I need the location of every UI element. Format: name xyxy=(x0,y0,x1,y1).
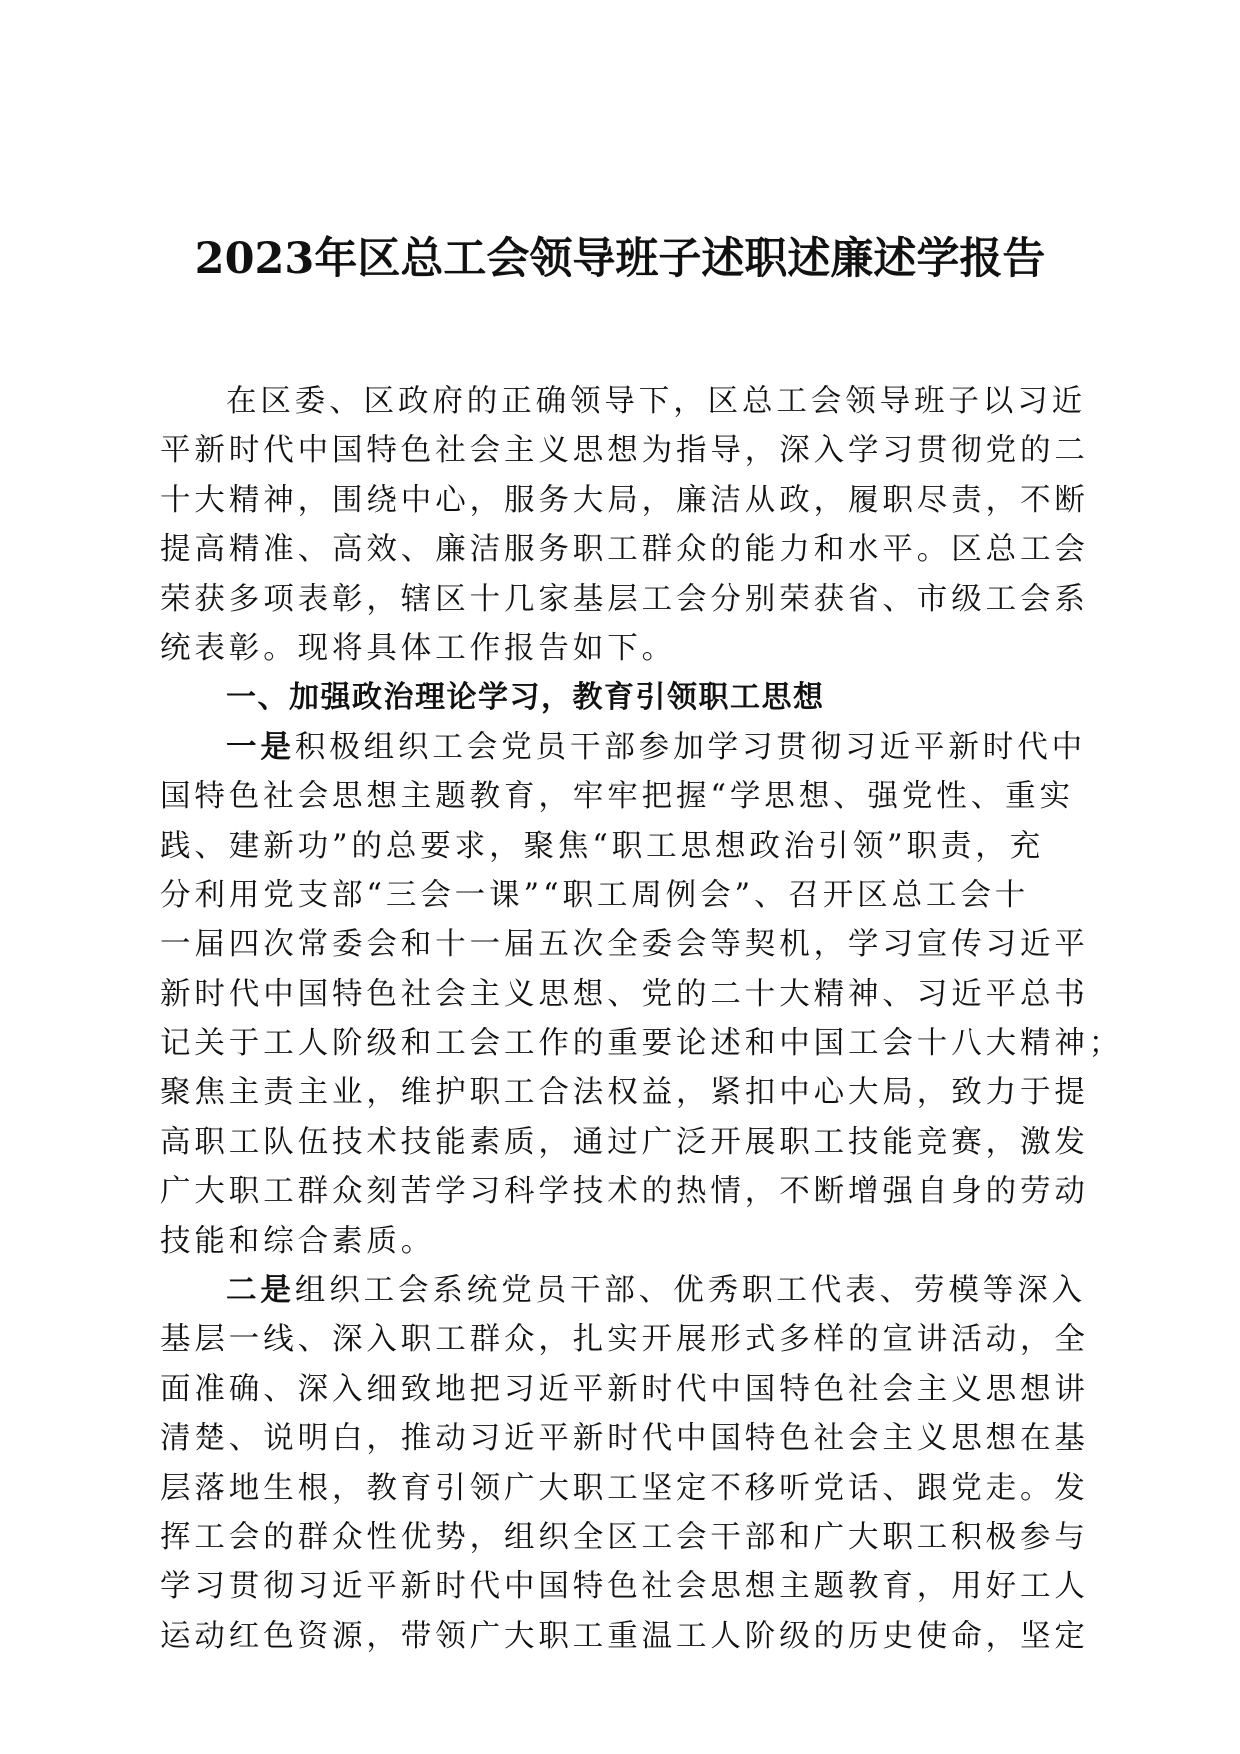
intro-line: 提高精准、高效、廉洁服务职工群众的能力和水平。区总工会 xyxy=(160,532,1089,568)
intro-line: 荣获多项表彰，辖区十几家基层工会分别荣获省、市级工会系 xyxy=(160,581,1089,617)
paragraph-line: 面准确、深入细致地把习近平新时代中国特色社会主义思想讲 xyxy=(160,1371,1089,1407)
intro-line: 在区委、区政府的正确领导下，区总工会领导班子以习近 xyxy=(226,384,1086,419)
paragraph-line-text: 组织工会系统党员干部、优秀职工代表、劳模等深入 xyxy=(294,1273,1087,1309)
paragraph-line: 技能和综合素质。 xyxy=(160,1223,436,1259)
paragraph-line: 清楚、说明白，推动习近平新时代中国特色社会主义思想在基 xyxy=(160,1421,1089,1457)
paragraph-lead: 二是 xyxy=(226,1273,295,1309)
document-title: 2023年区总工会领导班子述职述廉述学报告 xyxy=(194,234,1046,284)
paragraph-line: 学习贯彻习近平新时代中国特色社会思想主题教育，用好工人 xyxy=(160,1569,1089,1605)
paragraph-line-text: 积极组织工会党员干部参加学习贯彻习近平新时代中 xyxy=(294,729,1087,765)
section-heading: 一、加强政治理论学习，教育引领职工思想 xyxy=(226,680,825,716)
paragraph-line: 新时代中国特色社会主义思想、党的二十大精神、习近平总书 xyxy=(160,976,1089,1012)
paragraph-line: 聚焦主责主业，维护职工合法权益，紧扣中心大局，致力于提 xyxy=(160,1075,1089,1111)
paragraph-line: 国特色社会思想主题教育，牢牢把握“学思想、强党性、重实 xyxy=(160,779,1074,815)
intro-line: 平新时代中国特色社会主义思想为指导，深入学习贯彻党的二 xyxy=(160,433,1089,469)
document-body xyxy=(160,377,1124,1661)
paragraph-line: 一届四次常委会和十一届五次全委会等契机，学习宣传习近平 xyxy=(160,927,1089,963)
paragraph-line: 基层一线、深入职工群众，扎实开展形式多样的宣讲活动，全 xyxy=(160,1322,1089,1358)
paragraph-line: 记关于工人阶级和工会工作的重要论述和中国工会十八大精神； xyxy=(160,1026,1124,1062)
paragraph-first-line xyxy=(160,1266,1087,1315)
paragraph-line: 挥工会的群众性优势，组织全区工会干部和广大职工积极参与 xyxy=(160,1519,1089,1555)
paragraph-line: 分利用党支部“三会一课”“职工周例会”、召开区总工会十 xyxy=(160,877,1030,913)
paragraph-line: 层落地生根，教育引领广大职工坚定不移听党话、跟党走。发 xyxy=(160,1470,1089,1506)
paragraph-lead: 一是 xyxy=(226,729,295,765)
paragraph-line: 践、建新功”的总要求，聚焦“职工思想政治引领”职责，充 xyxy=(160,828,1045,864)
paragraph-line: 高职工队伍技术技能素质，通过广泛开展职工技能竞赛，激发 xyxy=(160,1124,1089,1160)
paragraph-line: 运动红色资源，带领广大职工重温工人阶级的历史使命，坚定 xyxy=(160,1618,1089,1654)
paragraph-line: 广大职工群众刻苦学习科学技术的热情，不断增强自身的劳动 xyxy=(160,1174,1089,1210)
intro-line: 统表彰。现将具体工作报告如下。 xyxy=(160,630,676,666)
paragraph-first-line xyxy=(160,723,1087,772)
intro-line: 十大精神，围绕中心，服务大局，廉洁从政，履职尽责，不断 xyxy=(160,482,1089,518)
